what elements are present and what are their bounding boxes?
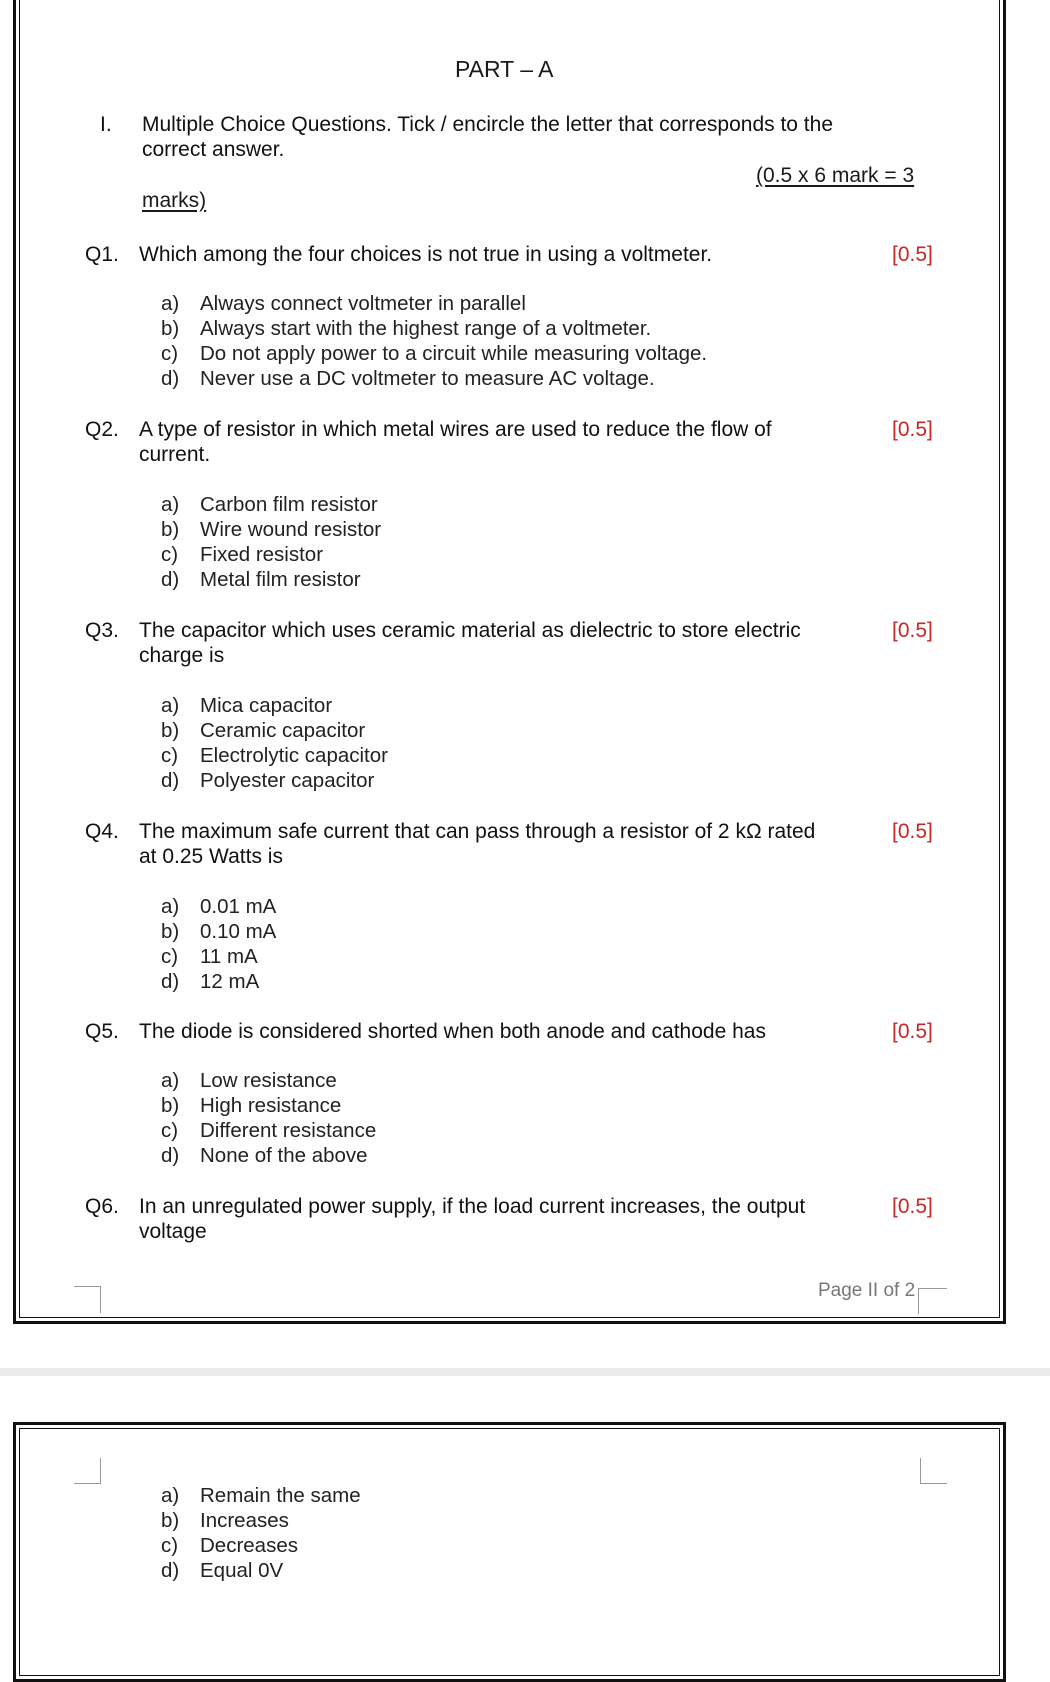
question-text: at 0.25 Watts is bbox=[139, 845, 283, 868]
section-marks-line1: (0.5 x 6 mark = 3 bbox=[756, 164, 915, 187]
option-letter: a) bbox=[161, 1069, 180, 1092]
question-number: Q4. bbox=[85, 820, 119, 843]
part-title: PART – A bbox=[455, 56, 554, 82]
option-text: None of the above bbox=[200, 1144, 368, 1167]
option-letter: c) bbox=[161, 945, 179, 968]
page-gap bbox=[0, 1368, 1050, 1376]
question-text: charge is bbox=[139, 644, 225, 667]
question-text: The diode is considered shorted when both anode and cathode has bbox=[139, 1020, 766, 1043]
option-text: High resistance bbox=[200, 1094, 342, 1117]
question-number: Q2. bbox=[85, 418, 119, 441]
section-instruction-line1: Multiple Choice Questions. Tick / encircle the letter that corresponds to the bbox=[142, 113, 834, 136]
option-text: Low resistance bbox=[200, 1069, 337, 1092]
question-mark: [0.5] bbox=[892, 243, 933, 266]
option-text: Decreases bbox=[200, 1534, 298, 1557]
option-text: Equal 0V bbox=[200, 1559, 284, 1582]
option-letter: d) bbox=[161, 568, 180, 591]
option-text: Ceramic capacitor bbox=[200, 719, 366, 742]
question-mark: [0.5] bbox=[892, 1195, 933, 1218]
crop-mark bbox=[920, 1458, 947, 1484]
question-text: In an unregulated power supply, if the load current increases, the output bbox=[139, 1195, 806, 1218]
option-text: Fixed resistor bbox=[200, 543, 324, 566]
option-text: Never use a DC voltmeter to measure AC voltage. bbox=[200, 367, 655, 390]
option-letter: a) bbox=[161, 292, 180, 315]
option-letter: a) bbox=[161, 1484, 180, 1507]
question-text: voltage bbox=[139, 1220, 207, 1243]
question-mark: [0.5] bbox=[892, 1020, 933, 1043]
option-letter: a) bbox=[161, 493, 180, 516]
option-letter: d) bbox=[161, 1144, 180, 1167]
option-letter: d) bbox=[161, 769, 180, 792]
question-text: The capacitor which uses ceramic material as dielectric to store electric bbox=[139, 619, 801, 642]
question-number: Q1. bbox=[85, 243, 119, 266]
option-letter: b) bbox=[161, 920, 180, 943]
option-text: Electrolytic capacitor bbox=[200, 744, 388, 767]
question-number: Q6. bbox=[85, 1195, 119, 1218]
option-text: Wire wound resistor bbox=[200, 518, 382, 541]
question-mark: [0.5] bbox=[892, 418, 933, 441]
option-text: Metal film resistor bbox=[200, 568, 361, 591]
question-number: Q5. bbox=[85, 1020, 119, 1043]
option-text: Polyester capacitor bbox=[200, 769, 375, 792]
option-letter: b) bbox=[161, 1509, 180, 1532]
option-letter: b) bbox=[161, 317, 180, 340]
option-text: Carbon film resistor bbox=[200, 493, 378, 516]
question-text: The maximum safe current that can pass through a resistor of 2 kΩ rated bbox=[139, 820, 816, 843]
option-letter: c) bbox=[161, 342, 179, 365]
option-text: 12 mA bbox=[200, 970, 260, 993]
crop-mark bbox=[74, 1286, 101, 1313]
option-letter: b) bbox=[161, 1094, 180, 1117]
option-text: Always connect voltmeter in parallel bbox=[200, 292, 526, 315]
question-mark: [0.5] bbox=[892, 820, 933, 843]
question-mark: [0.5] bbox=[892, 619, 933, 642]
page-number-footer: Page II of 2 bbox=[818, 1280, 916, 1301]
option-letter: a) bbox=[161, 694, 180, 717]
option-text: Different resistance bbox=[200, 1119, 377, 1142]
option-text: Always start with the highest range of a voltmeter. bbox=[200, 317, 652, 340]
question-text: A type of resistor in which metal wires are used to reduce the flow of bbox=[139, 418, 772, 441]
option-text: Increases bbox=[200, 1509, 289, 1532]
option-letter: a) bbox=[161, 895, 180, 918]
section-marks-line2: marks) bbox=[142, 189, 207, 212]
option-letter: d) bbox=[161, 1559, 180, 1582]
section-number: I. bbox=[100, 113, 112, 136]
option-letter: c) bbox=[161, 744, 179, 767]
option-text: 0.01 mA bbox=[200, 895, 277, 918]
option-text: Mica capacitor bbox=[200, 694, 333, 717]
question-number: Q3. bbox=[85, 619, 119, 642]
option-letter: b) bbox=[161, 719, 180, 742]
option-letter: c) bbox=[161, 1119, 179, 1142]
option-letter: d) bbox=[161, 367, 180, 390]
option-letter: d) bbox=[161, 970, 180, 993]
question-text: current. bbox=[139, 443, 211, 466]
option-text: Do not apply power to a circuit while measuring voltage. bbox=[200, 342, 708, 365]
section-instruction-line2: correct answer. bbox=[142, 138, 285, 161]
option-letter: c) bbox=[161, 1534, 179, 1557]
question-text: Which among the four choices is not true in using a voltmeter. bbox=[139, 243, 713, 266]
option-text: 11 mA bbox=[200, 945, 258, 968]
crop-mark bbox=[918, 1288, 947, 1314]
option-text: Remain the same bbox=[200, 1484, 361, 1507]
crop-mark bbox=[74, 1458, 101, 1484]
option-letter: b) bbox=[161, 518, 180, 541]
option-text: 0.10 mA bbox=[200, 920, 277, 943]
option-letter: c) bbox=[161, 543, 179, 566]
